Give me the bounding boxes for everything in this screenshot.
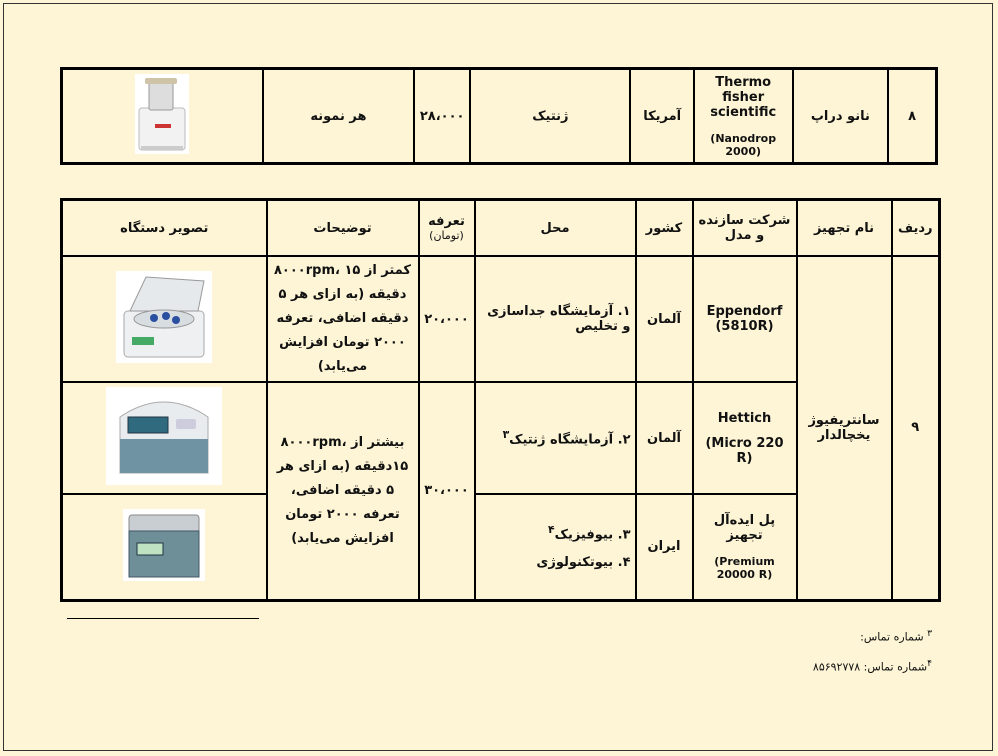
header-location: محل [475,200,636,257]
header-price [419,200,475,257]
location-text-2: ۴. بیوتکنولوژی [536,555,631,571]
image-cell [62,494,267,600]
footnote-4-mark: ۴ [927,658,932,669]
header-maker: شرکت سازنده و مدل [693,200,797,257]
header-country: کشور [636,200,693,257]
header-index: ردیف [892,200,940,257]
eppendorf-centrifuge-icon [116,271,212,367]
nanodrop-device-icon [135,74,189,158]
description: کمتر از ۸۰۰۰rpm، ۱۵ دقیقه (به ازای هر ۵ دقیقه اضافی، تعرفه ۲۰۰۰ تومان افزایش می‌یابد) [267,256,419,382]
location: ۱. آزمایشگاه جداسازی و تخلیص [475,256,636,382]
footnote-rule [67,618,259,619]
row-index: ۹ [892,256,940,600]
footnote-ref-3: ۳ [502,428,510,442]
header-price-unit: (تومان) [429,229,464,242]
maker-name: Hettich [717,410,772,426]
equipment-name: سانتریفیوژ یخچالدار [797,256,892,600]
country: آلمان [636,256,693,382]
country: ایران [636,494,693,600]
maker-cell [694,69,793,164]
header-price-label: تعرفه [428,214,465,229]
maker-name: Thermo fisher [715,74,772,105]
maker-cell [693,256,797,382]
maker-name: Eppendorf [706,304,783,319]
price: ۳۰،۰۰۰ [419,382,475,600]
hettich-centrifuge-icon [106,387,222,489]
footnote-4 [813,658,932,674]
country: آمریکا [630,69,693,164]
location: ژنتیک [470,69,630,164]
table-row [62,256,940,382]
location [475,494,636,600]
image-cell [62,382,267,494]
description: هر نمونه [263,69,414,164]
maker-cell [693,382,797,494]
country: آلمان [636,382,693,494]
footnote-ref-4: ۴ [548,523,555,537]
footnote-3-mark: ۳ [927,628,932,639]
footnote-3 [860,628,932,644]
equipment-name: نانو دراپ [793,69,889,164]
maker-name-2: scientific [710,104,777,120]
premium-centrifuge-icon [123,509,205,585]
footnote-4-text: شماره تماس: ۸۵۶۹۲۷۷۸ [812,660,928,674]
maker-model: (Premium 20000 R) [714,554,775,581]
table-row [62,69,937,164]
location-text: ۲. آزمایشگاه ژنتیک [509,432,631,448]
location [475,382,636,494]
header-desc: توضیحات [267,200,419,257]
maker-name: پل ایده‌آل تجهیز [713,512,776,543]
maker-model: (Micro 220 R) [705,435,784,466]
table-header-row [62,200,940,257]
maker-model: (Nanodrop 2000) [710,131,777,158]
equipment-table-row-9 [60,198,941,602]
equipment-table-row-8 [60,67,938,165]
maker-cell [693,494,797,600]
maker-model: (5810R) [715,319,774,334]
footnote-3-text: شماره تماس: [860,630,924,644]
price: ۲۰،۰۰۰ [419,256,475,382]
image-cell [62,69,263,164]
row-index: ۸ [888,69,936,164]
location-text: ۳. بیوفیزیک [554,527,631,543]
price: ۲۸،۰۰۰ [414,69,470,164]
header-name: نام تجهیز [797,200,892,257]
header-image: تصویر دستگاه [62,200,267,257]
description: بیشتر از ۸۰۰۰rpm، ۱۵دقیقه (به ازای هر ۵ دقیقه اضافی، تعرفه ۲۰۰۰ تومان افزایش می‌یابد) [267,382,419,600]
image-cell [62,256,267,382]
